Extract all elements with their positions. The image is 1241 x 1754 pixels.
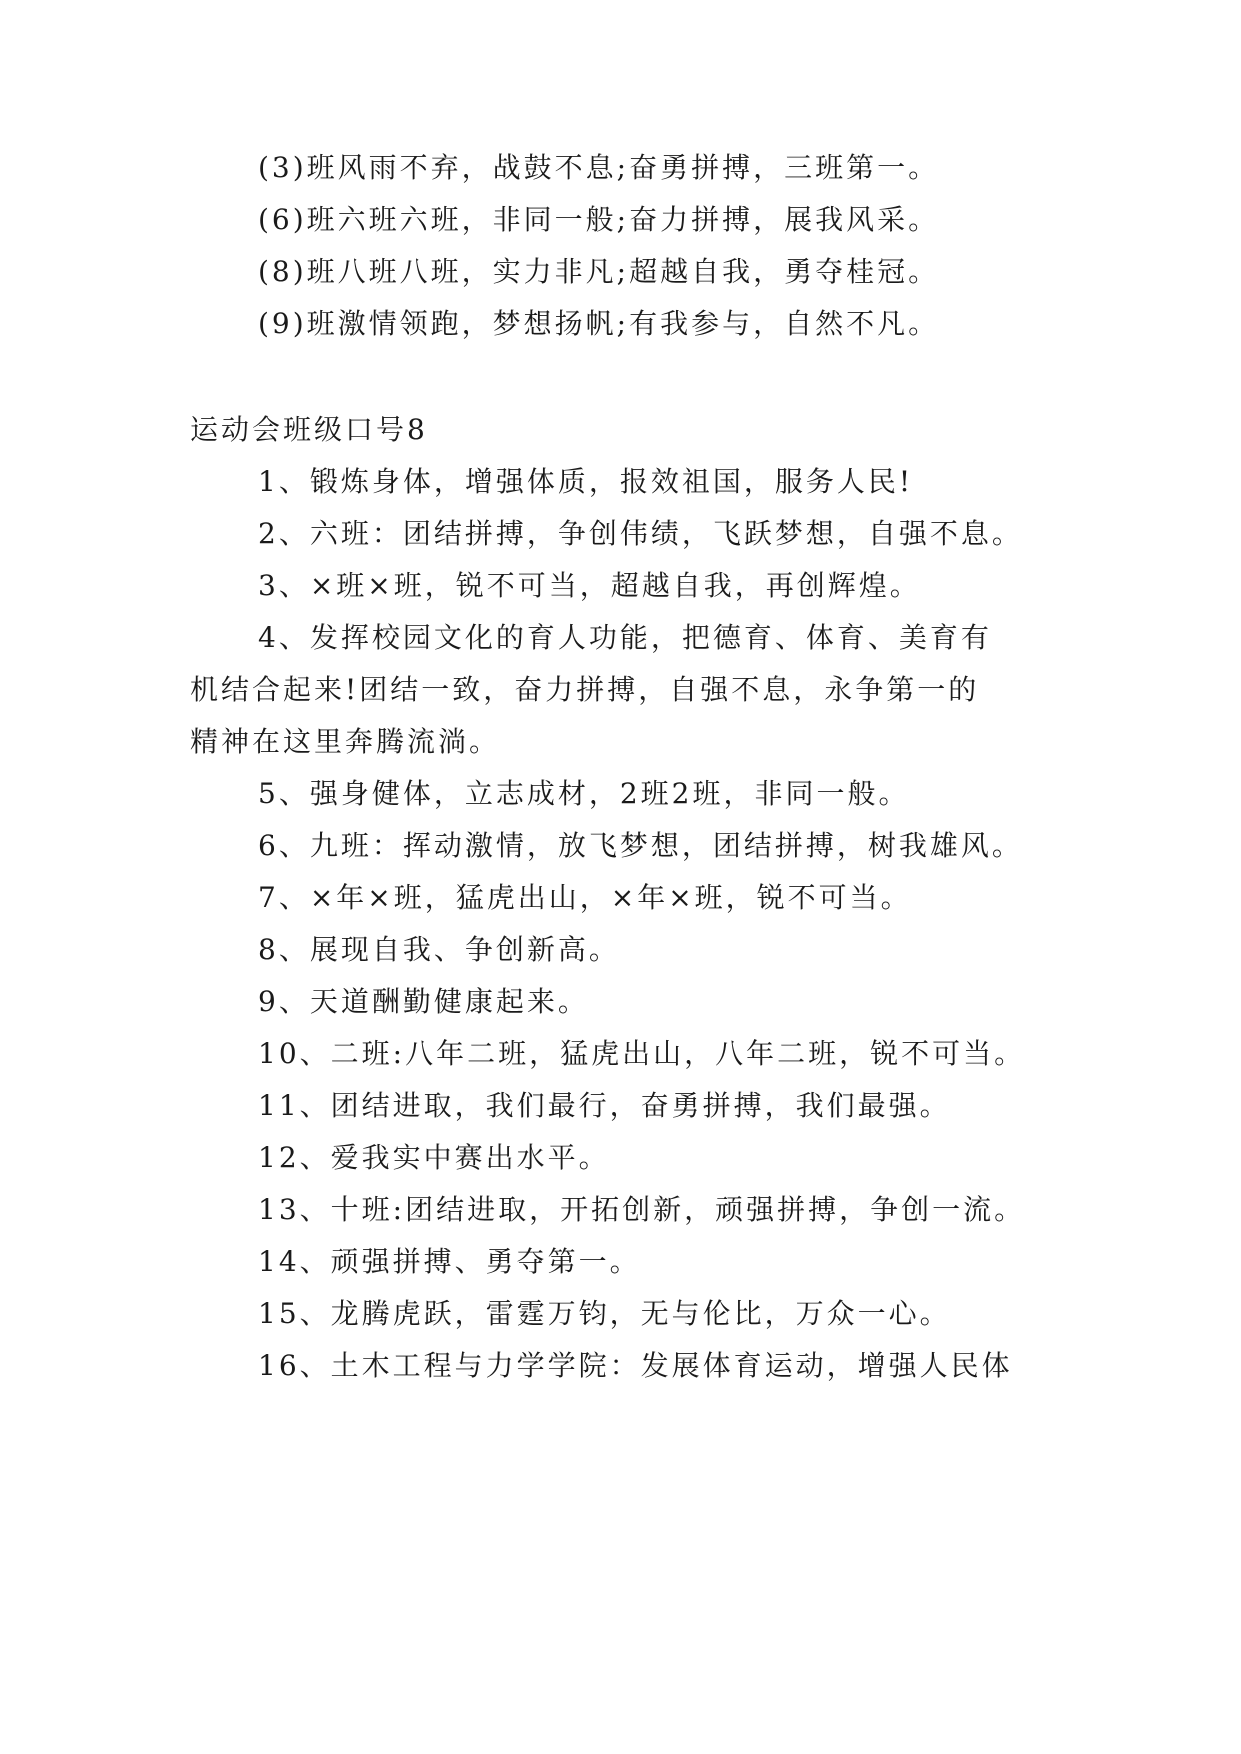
slogan-line: 15、龙腾虎跃，雷霆万钧，无与伦比，万众一心。 [258,1297,951,1330]
slogan-line: 机结合起来!团结一致，奋力拼搏，自强不息，永争第一的 [190,673,980,706]
slogan-line: 10、二班:八年二班，猛虎出山，八年二班，锐不可当。 [258,1037,1026,1070]
slogan-line: 11、团结进取，我们最行，奋勇拼搏，我们最强。 [258,1089,951,1122]
slogan-line: 12、爱我实中赛出水平。 [258,1141,610,1174]
slogan-line: (9)班激情领跑，梦想扬帆;有我参与，自然不凡。 [258,307,940,340]
slogan-line: 5、强身健体，立志成材，2班2班，非同一般。 [258,777,910,810]
slogan-line: (8)班八班八班，实力非凡;超越自我，勇夺桂冠。 [258,255,940,288]
slogan-line: 16、土木工程与力学学院：发展体育运动，增强人民体 [258,1349,1013,1382]
slogan-line: 精神在这里奔腾流淌。 [190,725,501,758]
slogan-line: 9、天道酬勤健康起来。 [258,985,589,1018]
slogan-line: 4、发挥校园文化的育人功能，把德育、体育、美育有 [258,621,992,654]
slogan-line: 14、顽强拼搏、勇夺第一。 [258,1245,641,1278]
section-title: 运动会班级口号8 [190,413,428,446]
slogan-line: 7、×年×班，猛虎出山，×年×班，锐不可当。 [258,881,912,914]
slogan-line: 3、×班×班，锐不可当，超越自我，再创辉煌。 [258,569,921,602]
slogan-line: (3)班风雨不弃，战鼓不息;奋勇拼搏，三班第一。 [258,151,940,184]
slogan-line: 1、锻炼身体，增强体质，报效祖国，服务人民! [258,465,914,498]
slogan-line: (6)班六班六班，非同一般;奋力拼搏，展我风采。 [258,203,940,236]
slogan-line: 13、十班:团结进取，开拓创新，顽强拼搏，争创一流。 [258,1193,1026,1226]
slogan-line: 2、六班：团结拼搏，争创伟绩，飞跃梦想，自强不息。 [258,517,1023,550]
slogan-line: 6、九班：挥动激情，放飞梦想，团结拼搏，树我雄风。 [258,829,1023,862]
slogan-line: 8、展现自我、争创新高。 [258,933,620,966]
